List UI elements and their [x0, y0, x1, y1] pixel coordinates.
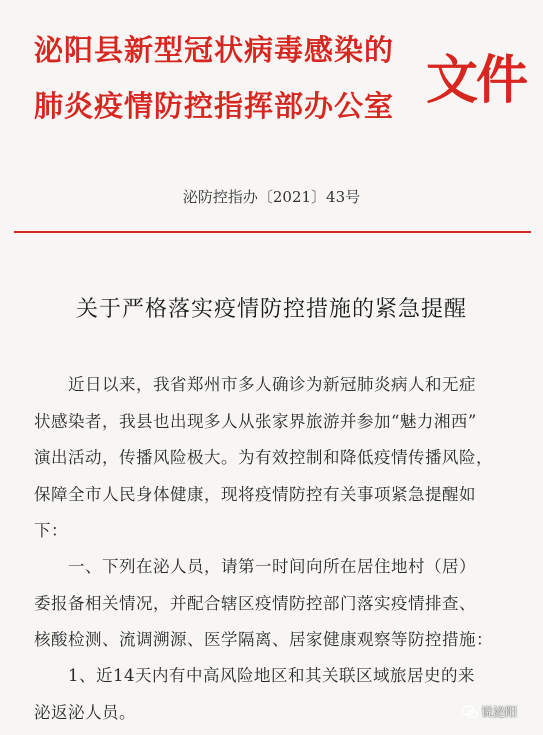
paragraph-item-1: [34, 658, 514, 731]
text-line: 泌返泌人员。: [34, 702, 136, 722]
text-line: 状感染者，我县也出现多人从张家界旅游并参加“魅力湘西”: [34, 411, 477, 431]
red-divider: [14, 231, 531, 233]
document-header: [0, 0, 543, 180]
text-line: 核酸检测、流调溯源、医学隔离、居家健康观察等防控措施：: [34, 630, 493, 649]
text-line: 一、下列在泌人员，请第一时间向所在居住地村（居）: [68, 557, 476, 576]
text-line: 演出活动，传播风险极大。为有效控制和降低疫情传播风险，: [34, 448, 493, 467]
text-line: 保障全市人民身体健康，现将疫情防控有关事项紧急提醒如: [34, 484, 476, 504]
document-number: 泌防控指办〔2021〕43号: [182, 188, 361, 206]
wechat-icon: [462, 705, 478, 719]
paragraph-intro: [34, 367, 514, 550]
text-line: 近日以来，我省郑州市多人确诊为新冠肺炎病人和无症: [68, 375, 476, 394]
issuing-office-line-2: 肺炎疫情防控指挥部办公室: [34, 89, 395, 123]
text-line: 下：: [34, 521, 68, 540]
watermark: [462, 703, 517, 720]
document-title: 关于严格落实疫情防控措施的紧急提醒: [75, 297, 467, 322]
issuing-office-line-1: 泌阳县新型冠状病毒感染的: [34, 33, 395, 67]
paragraph-section-1: [34, 549, 514, 659]
document-word: 文件: [426, 51, 527, 111]
text-line: 委报备相关情况，并配合辖区疫情防控部门落实疫情排查、: [34, 593, 476, 613]
watermark-text: 说泌阳: [481, 705, 518, 719]
text-line: 1、近14天内有中高风险地区和其关联区域旅居史的来: [68, 666, 475, 685]
